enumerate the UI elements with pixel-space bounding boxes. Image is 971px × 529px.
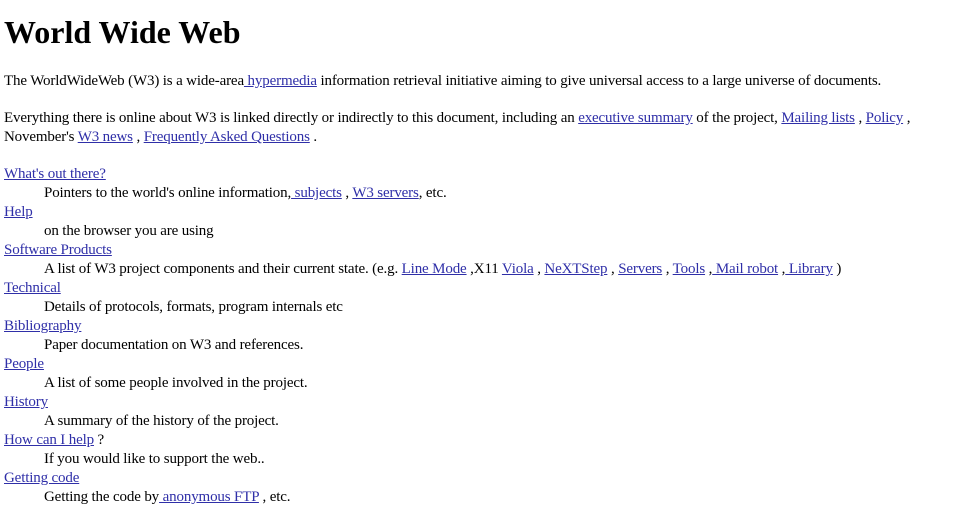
how-can-i-help-link[interactable]: How can I help (4, 432, 94, 448)
directory-term (4, 431, 967, 450)
directory-description (44, 488, 967, 507)
directory-term (4, 241, 967, 260)
text-run: A list of some people involved in the project. (44, 375, 308, 391)
text-run: , (132, 129, 144, 145)
people-link[interactable]: People (4, 356, 44, 372)
directory-term (4, 203, 967, 222)
directory-description (44, 184, 967, 203)
technical-link[interactable]: Technical (4, 280, 61, 296)
text-run: , (533, 261, 545, 277)
text-run: , etc. (258, 489, 291, 505)
whats-out-there-link[interactable]: What's out there? (4, 166, 106, 182)
directory-term (4, 165, 967, 184)
library-link[interactable]: Library (785, 261, 833, 277)
directory-term (4, 393, 967, 412)
directory-term (4, 355, 967, 374)
text-run: of the project, (692, 110, 782, 126)
text-run: A list of W3 project components and their current state. (e.g. (44, 261, 402, 277)
directory-term (4, 469, 967, 488)
w3-news-link[interactable]: W3 news (77, 129, 133, 145)
faq-link[interactable]: Frequently Asked Questions (143, 129, 310, 145)
directory-description (44, 222, 967, 241)
directory-term (4, 317, 967, 336)
text-run: , (854, 110, 866, 126)
line-mode-link[interactable]: Line Mode (401, 261, 467, 277)
mail-robot-link[interactable]: Mail robot (712, 261, 779, 277)
text-run: on the browser you are using (44, 223, 214, 239)
text-run: , (778, 261, 786, 277)
text-run: Paper documentation on W3 and references. (44, 337, 304, 353)
viola-link[interactable]: Viola (501, 261, 534, 277)
text-run: information retrieval initiative aiming to give universal access to a large universe of documents. (316, 73, 882, 89)
text-run: Details of protocols, formats, program internals etc (44, 299, 343, 315)
directory-description (44, 298, 967, 317)
anonymous-ftp-link[interactable]: anonymous FTP (159, 489, 259, 505)
directory-list (4, 165, 967, 507)
hypermedia-link[interactable]: hypermedia (243, 73, 317, 89)
overview-paragraph (4, 109, 967, 147)
getting-code-link[interactable]: Getting code (4, 470, 80, 486)
text-run: , etc. (418, 185, 447, 201)
directory-description (44, 260, 967, 279)
directory-description (44, 374, 967, 393)
w3-servers-link[interactable]: W3 servers (352, 185, 419, 201)
text-run: , (705, 261, 713, 277)
directory-description (44, 412, 967, 431)
text-run: ? (93, 432, 105, 448)
servers-link[interactable]: Servers (618, 261, 663, 277)
software-products-link[interactable]: Software Products (4, 242, 112, 258)
history-link[interactable]: History (4, 394, 48, 410)
page-title: World Wide Web (4, 14, 241, 50)
policy-link[interactable]: Policy (865, 110, 904, 126)
text-run: ) (832, 261, 842, 277)
executive-summary-link[interactable]: executive summary (578, 110, 693, 126)
text-run: Pointers to the world's online information, (44, 185, 292, 201)
intro-paragraph (4, 72, 967, 91)
directory-description (44, 450, 967, 469)
bibliography-link[interactable]: Bibliography (4, 318, 82, 334)
text-run: , November's (4, 110, 914, 145)
directory-description (44, 336, 967, 355)
text-run: If you would like to support the web.. (44, 451, 265, 467)
text-run: . (309, 129, 317, 145)
nextstep-link[interactable]: NeXTStep (544, 261, 608, 277)
subjects-link[interactable]: subjects (291, 185, 342, 201)
mailing-lists-link[interactable]: Mailing lists (781, 110, 855, 126)
text-run: ,X11 (466, 261, 502, 277)
text-run: Everything there is online about W3 is linked directly or indirectly to this document, including an (4, 110, 579, 126)
text-run: , (341, 185, 353, 201)
text-run: , (662, 261, 673, 277)
directory-term (4, 279, 967, 298)
text-run: A summary of the history of the project. (44, 413, 279, 429)
text-run: The WorldWideWeb (W3) is a wide-area (4, 73, 244, 89)
tools-link[interactable]: Tools (672, 261, 706, 277)
text-run: Getting the code by (44, 489, 160, 505)
help-link[interactable]: Help (4, 204, 33, 220)
text-run: , (607, 261, 619, 277)
